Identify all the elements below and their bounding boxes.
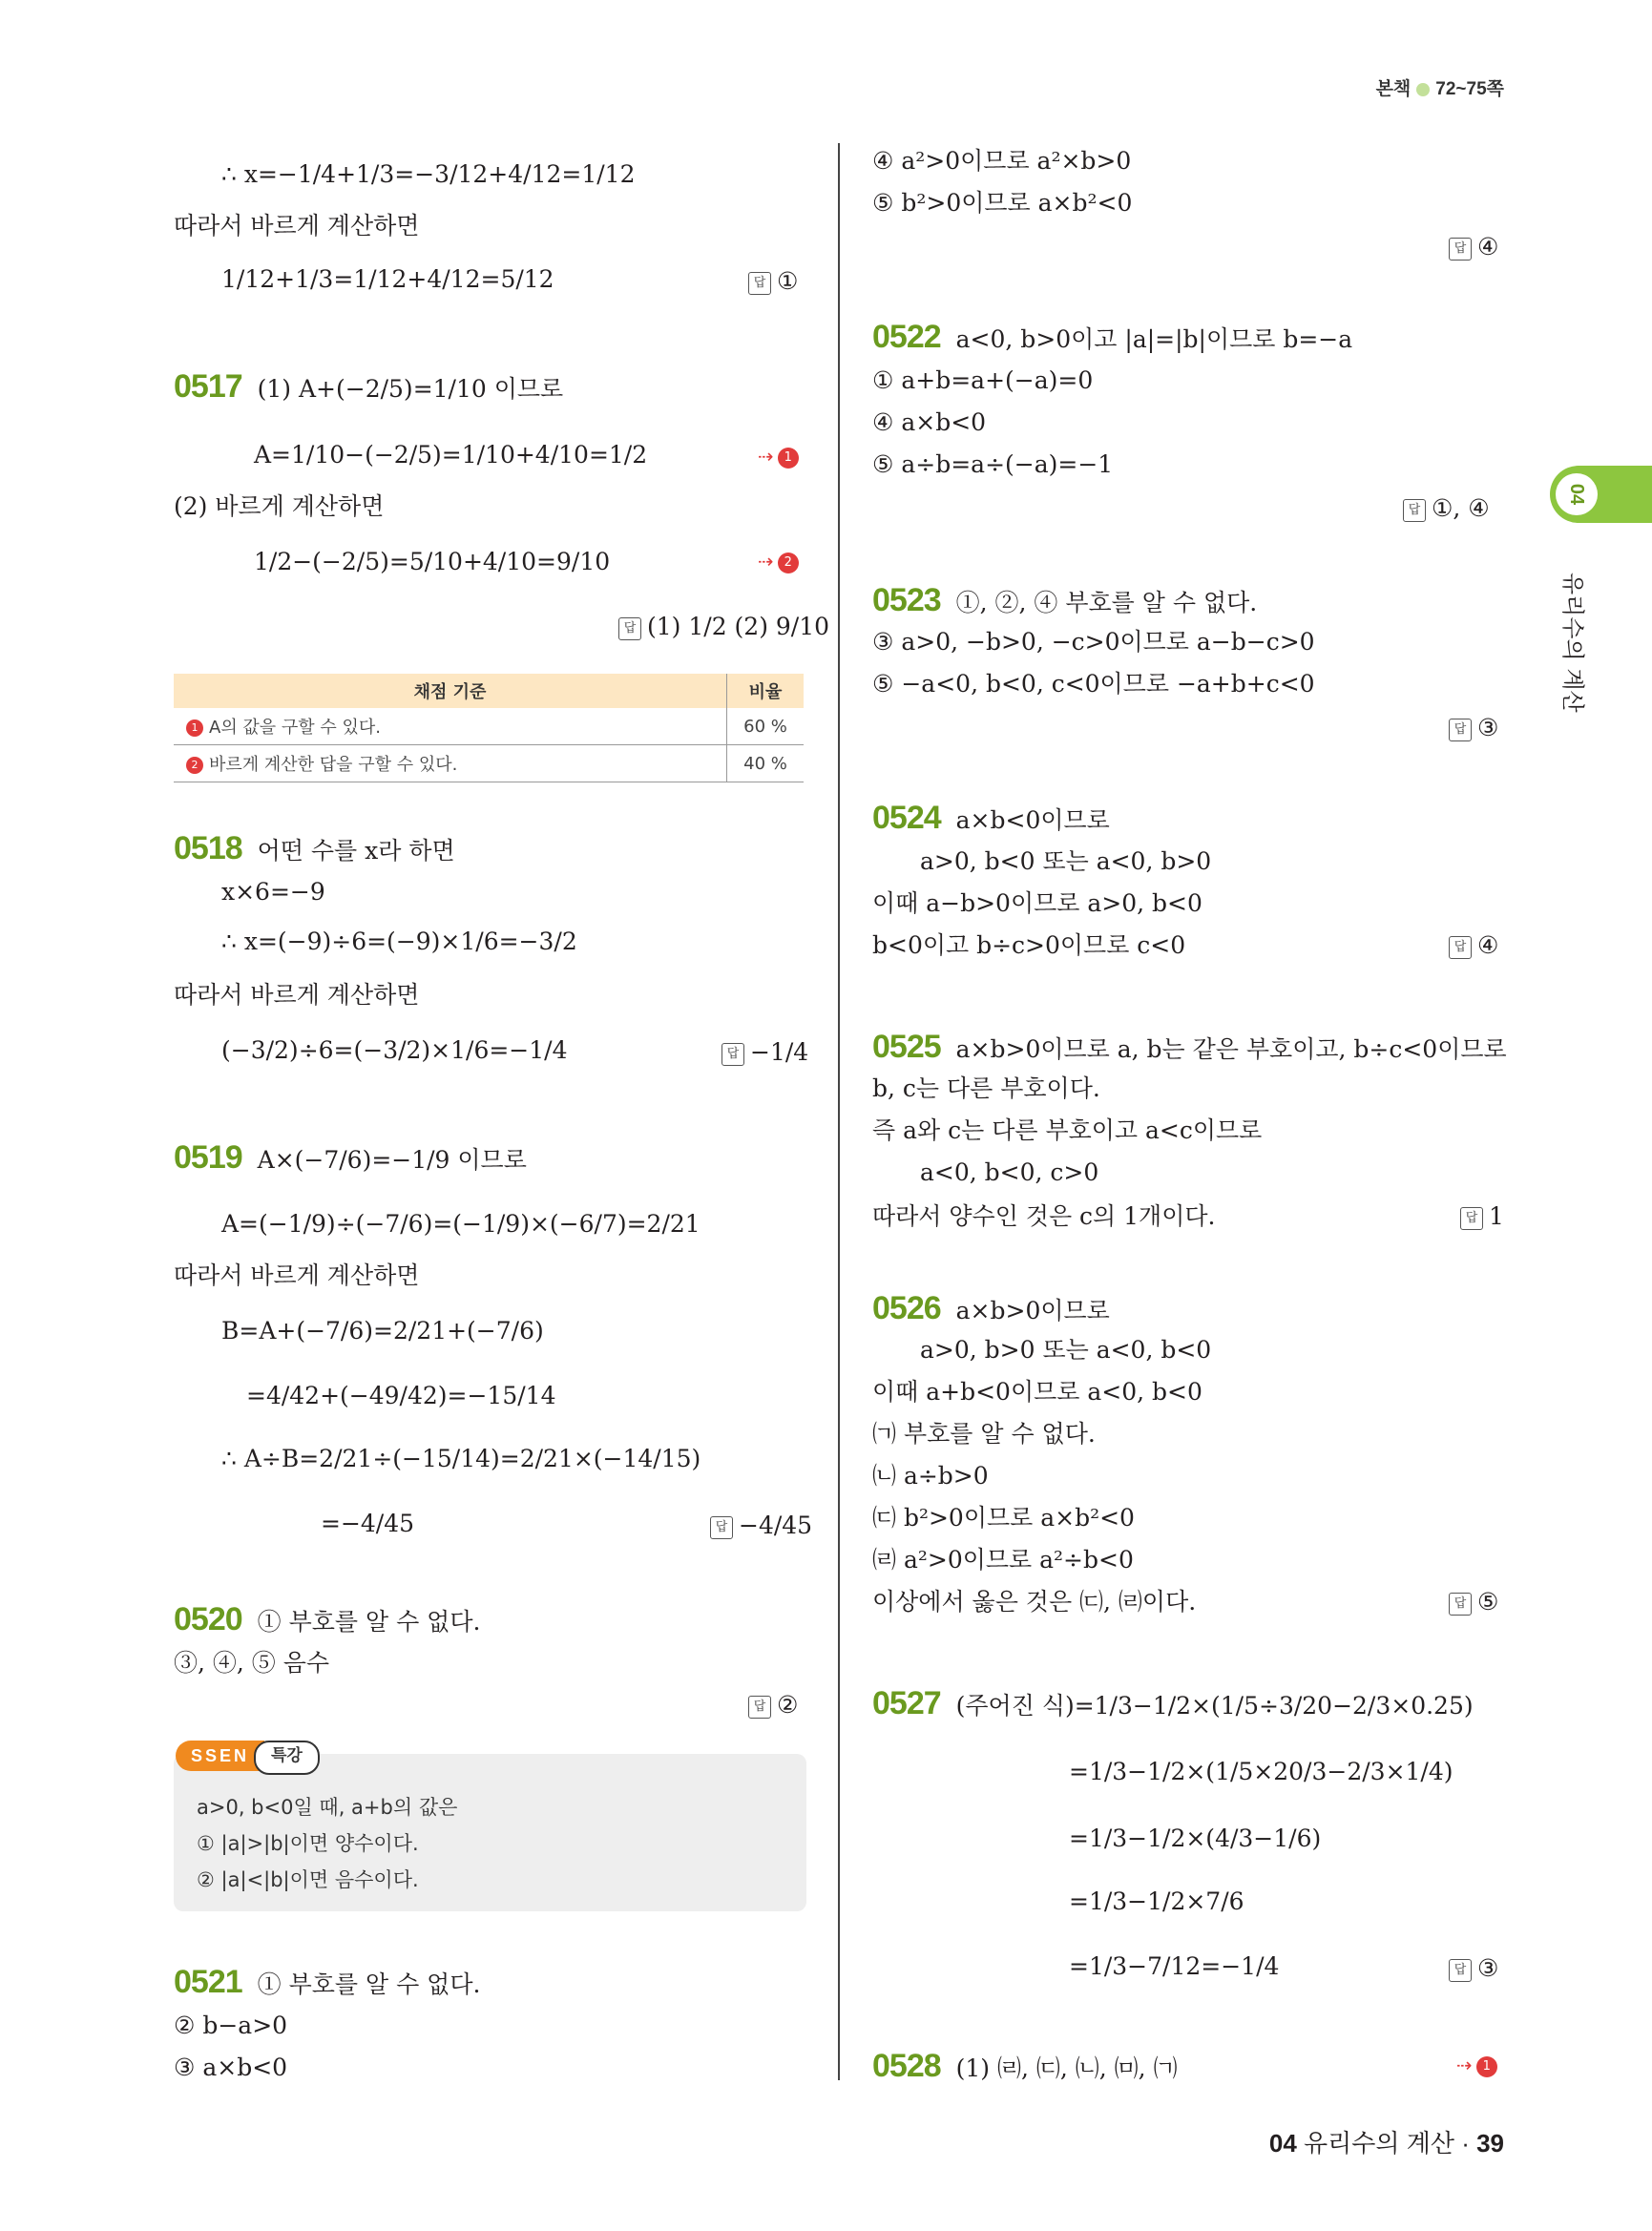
problem-0518: 0518 어떤 수를 x라 하면 bbox=[174, 830, 455, 866]
solution-line: 1/12+1/3=1/12+4/12=5/12 bbox=[221, 265, 554, 293]
solution-line: ① a+b=a+(−a)=0 bbox=[872, 366, 1094, 394]
problem-number: 0520 bbox=[174, 1601, 242, 1637]
table-row: 1 A의 값을 구할 수 있다. 60 % bbox=[174, 708, 804, 745]
page-footer: 04 유리수의 계산 · 39 bbox=[1268, 2129, 1504, 2158]
solution-line: ∴ A÷B=2/21÷(−15/14)=2/21×(−14/15) bbox=[221, 1445, 701, 1472]
answer: 답 (1) 1/2 (2) 9/10 bbox=[618, 611, 829, 643]
column-divider bbox=[838, 143, 840, 2080]
solution-line: (−3/2)÷6=(−3/2)×1/6=−1/4 bbox=[221, 1036, 568, 1064]
problem-0525: 0525 a×b>0이므로 a, b는 같은 부호이고, b÷c<0이므로 bbox=[872, 1029, 1507, 1065]
answer-label-icon: 답 bbox=[618, 617, 641, 640]
solution-line: ∴ x=(−9)÷6=(−9)×1/6=−3/2 bbox=[221, 928, 577, 955]
answer-label-icon: 답 bbox=[1449, 238, 1472, 261]
page-header bbox=[1376, 74, 1504, 100]
solution-line: b<0이고 b÷c>0이므로 c<0 bbox=[872, 931, 1186, 959]
problem-number: 0527 bbox=[872, 1685, 941, 1721]
solution-line: ㈁ a÷b>0 bbox=[872, 1462, 989, 1490]
criteria-header: 채점 기준 bbox=[174, 674, 727, 708]
solution-line: 이때 a+b<0이므로 a<0, b<0 bbox=[872, 1378, 1202, 1406]
solution-line: =1/3−1/2×(4/3−1/6) bbox=[1069, 1824, 1322, 1852]
solution-line: 따라서 바르게 계산하면 bbox=[174, 1261, 420, 1289]
dot-icon bbox=[1416, 83, 1430, 96]
answer-label-icon: 답 bbox=[1460, 1207, 1483, 1230]
answer: 답 ② bbox=[748, 1689, 798, 1721]
problem-0528: 0528 (1) ㈃, ㈂, ㈁, ㈄, ㈀ bbox=[872, 2048, 1178, 2084]
page-number: 39 bbox=[1476, 2129, 1504, 2158]
solution-line: B=A+(−7/6)=2/21+(−7/6) bbox=[221, 1317, 544, 1345]
ratio-header: 비율 bbox=[727, 674, 805, 708]
tip-line: ① |a|>|b|이면 양수이다. bbox=[197, 1832, 419, 1855]
answer: 답 ①, ④ bbox=[1403, 492, 1490, 525]
problem-number: 0524 bbox=[872, 800, 941, 836]
solution-line: 따라서 바르게 계산하면 bbox=[174, 981, 420, 1009]
solution-line: =1/3−1/2×7/6 bbox=[1069, 1887, 1244, 1915]
problem-number: 0518 bbox=[174, 830, 242, 866]
chapter-number: 04 bbox=[1556, 473, 1598, 515]
solution-line: =−4/45 bbox=[321, 1510, 415, 1537]
solution-line: =1/3−7/12=−1/4 bbox=[1069, 1952, 1280, 1980]
problem-0520: 0520 ① 부호를 알 수 없다. bbox=[174, 1601, 481, 1637]
solution-line: (2) 바르게 계산하면 bbox=[174, 492, 385, 520]
solution-line: ③ a×b<0 bbox=[174, 2054, 288, 2081]
problem-0519: 0519 A×(−7/6)=−1/9 이므로 bbox=[174, 1139, 527, 1176]
answer: 답 ① bbox=[748, 265, 798, 298]
solution-line: b, c는 다른 부호이다. bbox=[872, 1074, 1100, 1102]
solution-line: 즉 a와 c는 다른 부호이고 a<c이므로 bbox=[872, 1116, 1263, 1144]
step-marker-1: ⇢ 1 bbox=[1456, 2054, 1497, 2077]
problem-0521: 0521 ① 부호를 알 수 없다. bbox=[174, 1964, 481, 2000]
answer-label-icon: 답 bbox=[1449, 936, 1472, 959]
scoring-criteria-table bbox=[174, 674, 804, 782]
answer-label-icon: 답 bbox=[721, 1043, 744, 1066]
solution-line: ② b−a>0 bbox=[174, 2012, 288, 2039]
answer-label-icon: 답 bbox=[748, 1696, 771, 1719]
answer: 답 −4/45 bbox=[710, 1510, 812, 1542]
solution-line: ④ a×b<0 bbox=[872, 408, 987, 436]
solution-line: ㈂ b²>0이므로 a×b²<0 bbox=[872, 1504, 1135, 1532]
problem-0517: 0517 (1) A+(−2/5)=1/10 이므로 bbox=[174, 368, 564, 405]
solution-line: ㈃ a²>0이므로 a²÷b<0 bbox=[872, 1546, 1134, 1574]
problem-number: 0522 bbox=[872, 319, 941, 355]
solution-line: ⑤ a÷b=a÷(−a)=−1 bbox=[872, 450, 1114, 478]
tip-badge-label: 특강 bbox=[254, 1741, 320, 1775]
problem-number: 0523 bbox=[872, 582, 941, 618]
answer: 답 −1/4 bbox=[721, 1036, 808, 1069]
book-label: 본책 bbox=[1375, 79, 1412, 99]
answer: 답 1 bbox=[1460, 1200, 1504, 1233]
solution-line: ④ a²>0이므로 a²×b>0 bbox=[872, 147, 1132, 175]
tip-line: a>0, b<0일 때, a+b의 값은 bbox=[197, 1796, 458, 1819]
answer: 답 ③ bbox=[1449, 712, 1498, 744]
answer: 답 ④ bbox=[1449, 929, 1498, 962]
solution-line: ⑤ b²>0이므로 a×b²<0 bbox=[872, 189, 1133, 217]
problem-0523: 0523 ①, ②, ④ 부호를 알 수 없다. bbox=[872, 582, 1258, 618]
solution-line: a<0, b<0, c>0 bbox=[920, 1158, 1099, 1186]
table-row: 2 바르게 계산한 답을 구할 수 있다. 40 % bbox=[174, 745, 804, 782]
solution-line: ⑤ −a<0, b<0, c<0이므로 −a+b+c<0 bbox=[872, 670, 1315, 698]
solution-line: =1/3−1/2×(1/5×20/3−2/3×1/4) bbox=[1069, 1758, 1453, 1785]
solution-line: 따라서 양수인 것은 c의 1개이다. bbox=[872, 1202, 1216, 1230]
answer-label-icon: 답 bbox=[1403, 499, 1426, 522]
problem-number: 0526 bbox=[872, 1290, 941, 1326]
tip-line: ② |a|<|b|이면 음수이다. bbox=[197, 1868, 419, 1891]
answer: 답 ④ bbox=[1449, 231, 1498, 263]
solution-line: ③, ④, ⑤ 음수 bbox=[174, 1649, 330, 1677]
problem-number: 0528 bbox=[872, 2048, 941, 2084]
solution-line: ㈀ 부호를 알 수 없다. bbox=[872, 1420, 1096, 1448]
tip-badge: SSEN bbox=[176, 1741, 264, 1771]
problem-0527: 0527 (주어진 식)=1/3−1/2×(1/5÷3/20−2/3×0.25) bbox=[872, 1685, 1474, 1721]
problem-number: 0525 bbox=[872, 1029, 941, 1065]
answer: 답 ⑤ bbox=[1449, 1586, 1498, 1618]
solution-line: 따라서 바르게 계산하면 bbox=[174, 212, 420, 240]
footer-chapter: 04 bbox=[1268, 2129, 1297, 2158]
step-marker-1: ⇢ 1 bbox=[758, 445, 799, 469]
problem-number: 0517 bbox=[174, 368, 242, 405]
problem-0526: 0526 a×b>0이므로 bbox=[872, 1290, 1110, 1326]
solution-line: x×6=−9 bbox=[221, 878, 325, 906]
answer-label-icon: 답 bbox=[1449, 719, 1472, 741]
problem-number: 0519 bbox=[174, 1139, 242, 1176]
solution-line: 이상에서 옳은 것은 ㈂, ㈃이다. bbox=[872, 1588, 1197, 1616]
chapter-title: 유리수의 계산 bbox=[1559, 573, 1586, 713]
footer-title: 유리수의 계산 bbox=[1304, 2129, 1454, 2158]
solution-line: a>0, b>0 또는 a<0, b<0 bbox=[920, 1336, 1212, 1364]
problem-0522: 0522 a<0, b>0이고 |a|=|b|이므로 b=−a bbox=[872, 319, 1353, 355]
solution-line: A=(−1/9)÷(−7/6)=(−1/9)×(−6/7)=2/21 bbox=[221, 1210, 701, 1238]
problem-number: 0521 bbox=[174, 1964, 242, 2000]
solution-line: A=1/10−(−2/5)=1/10+4/10=1/2 bbox=[254, 441, 648, 469]
answer: 답 ③ bbox=[1449, 1952, 1498, 1985]
problem-0524: 0524 a×b<0이므로 bbox=[872, 800, 1110, 836]
answer-label-icon: 답 bbox=[748, 272, 771, 295]
solution-line: =4/42+(−49/42)=−15/14 bbox=[246, 1382, 556, 1409]
page-range: 72~75쪽 bbox=[1435, 79, 1504, 99]
answer-label-icon: 답 bbox=[710, 1516, 733, 1539]
solution-line: 이때 a−b>0이므로 a>0, b<0 bbox=[872, 889, 1202, 917]
step-marker-2: ⇢ 2 bbox=[758, 550, 799, 573]
solution-line: ∴ x=−1/4+1/3=−3/12+4/12=1/12 bbox=[221, 160, 636, 188]
solution-line: ③ a>0, −b>0, −c>0이므로 a−b−c>0 bbox=[872, 628, 1315, 656]
answer-label-icon: 답 bbox=[1449, 1959, 1472, 1982]
answer-label-icon: 답 bbox=[1449, 1593, 1472, 1616]
solution-line: a>0, b<0 또는 a<0, b>0 bbox=[920, 847, 1212, 875]
solution-line: 1/2−(−2/5)=5/10+4/10=9/10 bbox=[254, 548, 611, 575]
